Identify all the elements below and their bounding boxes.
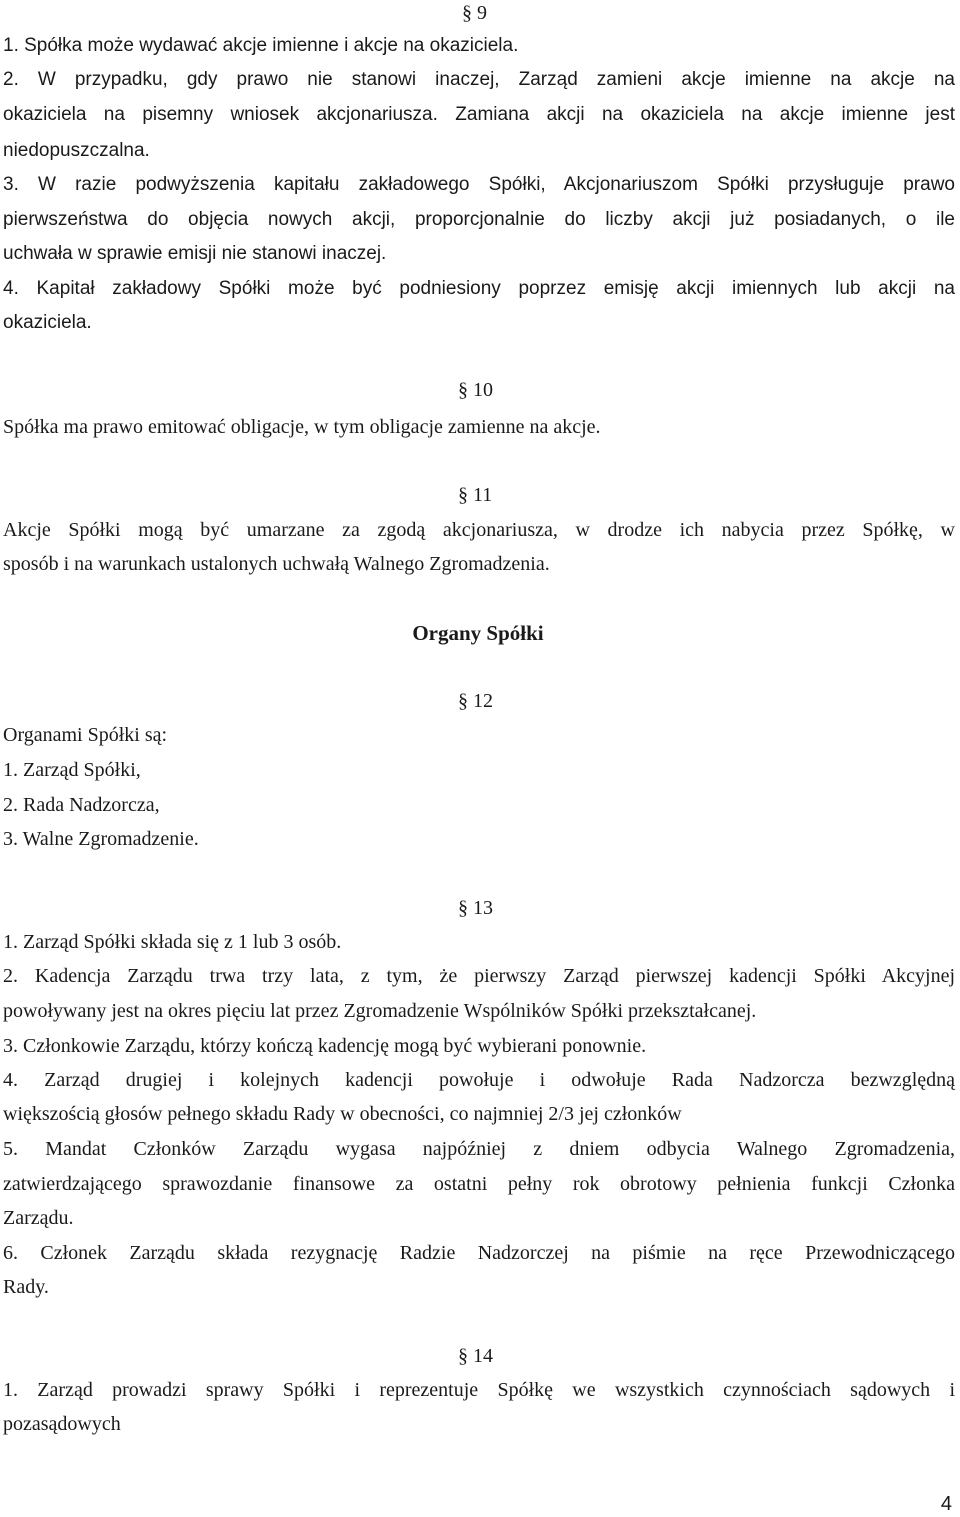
s9-line-3: okaziciela na pisemny wniosek akcjonariusza. Zamiana akcji na okaziciela na akcje imienne jest [3, 104, 955, 125]
s12-line-4: 3. Walne Zgromadzenie. [3, 828, 199, 850]
s13-line-10: 6. Członek Zarządu składa rezygnację Radzie Nadzorczej na piśmie na ręce Przewodniczącego [3, 1242, 955, 1264]
page-number: 4 [940, 1493, 952, 1515]
s9-line-1: 1. Spółka może wydawać akcje imienne i akcje na okaziciela. [3, 35, 519, 56]
section-11-heading: § 11 [458, 484, 493, 506]
s11-line-1: Akcje Spółki mogą być umarzane za zgodą akcjonariusza, w drodze ich nabycia przez Spółkę, w [3, 519, 955, 541]
section-14-heading: § 14 [458, 1345, 493, 1367]
s9-line-9: okaziciela. [3, 312, 92, 333]
s12-line-3: 2. Rada Nadzorcza, [3, 794, 160, 816]
s13-line-9: Zarządu. [3, 1207, 74, 1229]
chapter-heading: Organy Spółki [412, 621, 544, 645]
s12-line-2: 1. Zarząd Spółki, [3, 759, 141, 781]
section-9-heading: § 9 [462, 2, 487, 24]
s13-line-2: 2. Kadencja Zarządu trwa trzy lata, z tym, że pierwszy Zarząd pierwszej kadencji Spółki Akcyjnej [3, 965, 955, 987]
s13-line-7: 5. Mandat Członków Zarządu wygasa najpóźniej z dniem odbycia Walnego Zgromadzenia, [3, 1138, 955, 1160]
s10-line-1: Spółka ma prawo emitować obligacje, w tym obligacje zamienne na akcje. [3, 416, 601, 438]
s9-line-5: 3. W razie podwyższenia kapitału zakładowego Spółki, Akcjonariuszom Spółki przysługuje prawo [3, 174, 955, 195]
s14-line-2: pozasądowych [3, 1413, 121, 1435]
s9-line-8: 4. Kapitał zakładowy Spółki może być podniesiony poprzez emisję akcji imiennych lub akcji na [3, 278, 955, 299]
s13-line-5: 4. Zarząd drugiej i kolejnych kadencji powołuje i odwołuje Rada Nadzorcza bezwzględną [3, 1069, 955, 1091]
section-12-heading: § 12 [458, 690, 493, 712]
section-13-heading: § 13 [458, 897, 493, 919]
section-10-heading: § 10 [458, 379, 493, 401]
s9-line-4: niedopuszczalna. [3, 140, 150, 161]
s13-line-1: 1. Zarząd Spółki składa się z 1 lub 3 osób. [3, 931, 342, 953]
s13-line-4: 3. Członkowie Zarządu, którzy kończą kadencję mogą być wybierani ponownie. [3, 1035, 647, 1057]
s11-line-2: sposób i na warunkach ustalonych uchwałą Walnego Zgromadzenia. [3, 553, 550, 575]
s13-line-3: powoływany jest na okres pięciu lat przez Zgromadzenie Wspólników Spółki przekształcanej. [3, 1000, 757, 1022]
s13-line-11: Rady. [3, 1276, 49, 1298]
s9-line-7: uchwała w sprawie emisji nie stanowi inaczej. [3, 243, 387, 264]
s13-line-6: większością głosów pełnego składu Rady w obecności, co najmniej 2/3 jej członków [3, 1103, 682, 1125]
s14-line-1: 1. Zarząd prowadzi sprawy Spółki i reprezentuje Spółkę we wszystkich czynnościach sądowych i [3, 1379, 955, 1401]
s9-line-6: pierwszeństwa do objęcia nowych akcji, proporcjonalnie do liczby akcji już posiadanych, o ile [3, 209, 955, 230]
s13-line-8: zatwierdzającego sprawozdanie finansowe za ostatni pełny rok obrotowy pełnienia funkcji Członka [3, 1173, 955, 1195]
s9-line-2: 2. W przypadku, gdy prawo nie stanowi inaczej, Zarząd zamieni akcje imienne na akcje na [3, 69, 955, 90]
s12-line-1: Organami Spółki są: [3, 724, 168, 746]
